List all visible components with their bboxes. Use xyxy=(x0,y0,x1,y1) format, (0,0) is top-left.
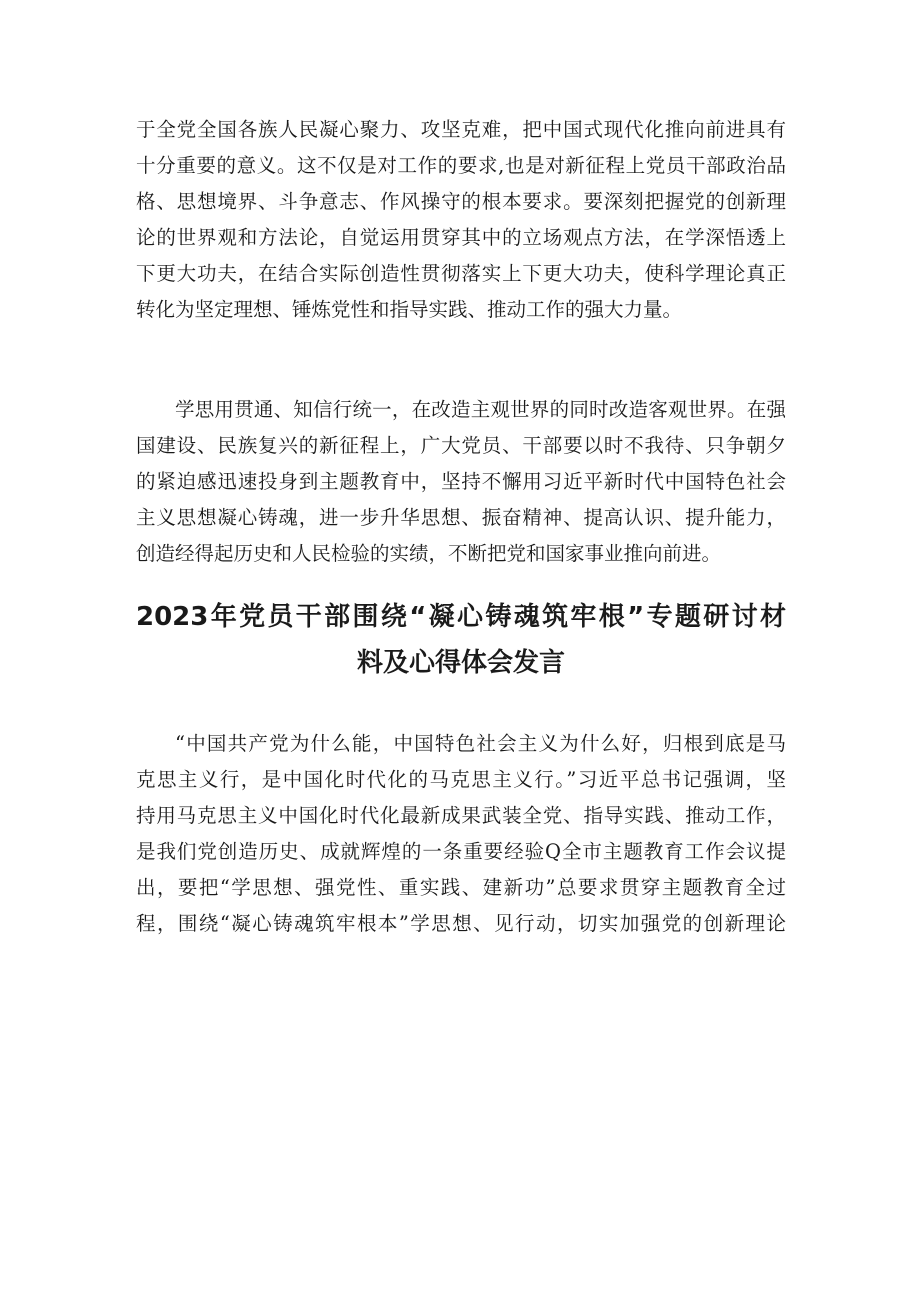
text-line: 转化为坚定理想、锤炼党性和指导实践、推动工作的强大力量。 xyxy=(136,298,683,321)
text-line: 国建设、民族复兴的新征程上，广大党员、干部要以时不我待、只争朝夕 xyxy=(136,434,786,457)
text-line: “中国共产党为什么能，中国特色社会主义为什么好，归根到底是马 xyxy=(175,732,786,755)
text-line: 是我们党创造历史、成就辉煌的一条重要经验Q全市主题教育工作会议提 xyxy=(136,840,786,863)
text-line: 出，要把“学思想、强党性、重实践、建新功”总要求贯穿主题教育全过 xyxy=(136,876,786,899)
text-line: 十分重要的意义。这不仅是对工作的要求,也是对新征程上党员干部政治品 xyxy=(136,154,786,177)
document-page xyxy=(136,112,786,942)
text-line: 下更大功夫，在结合实际创造性贯彻落实上下更大功夫，使科学理论真正 xyxy=(136,262,786,285)
heading-line: 料及心得体会发言 xyxy=(356,648,565,678)
text-line: 创造经得起历史和人民检验的实绩，不断把党和国家事业推向前进。 xyxy=(136,542,722,565)
paragraph-study-practice xyxy=(136,392,786,572)
heading-line: 2023年党员干部围绕“凝心铸魂筑牢根”专题研讨材 xyxy=(136,602,786,632)
paragraph-marxism xyxy=(136,726,786,942)
text-line: 格、思想境界、斗争意志、作风操守的根本要求。要深刻把握党的创新理 xyxy=(136,190,786,213)
text-line: 克思主义行，是中国化时代化的马克思主义行。”习近平总书记强调，坚 xyxy=(136,768,786,791)
text-line: 主义思想凝心铸魂，进一步升华思想、振奋精神、提高认识、提升能力， xyxy=(136,506,786,529)
text-line: 于全党全国各族人民凝心聚力、攻坚克难，把中国式现代化推向前进具有 xyxy=(136,118,786,141)
text-line: 论的世界观和方法论，自觉运用贯穿其中的立场观点方法，在学深悟透上 xyxy=(136,226,786,249)
text-line: 的紧迫感迅速投身到主题教育中，坚持不懈用习近平新时代中国特色社会 xyxy=(136,470,786,493)
paragraph-continuation xyxy=(136,112,786,328)
text-line: 持用马克思主义中国化时代化最新成果武装全党、指导实践、推动工作， xyxy=(136,804,786,827)
text-line: 程，围绕“凝心铸魂筑牢根本”学思想、见行动，切实加强党的创新理论 xyxy=(136,912,786,935)
section-heading xyxy=(136,594,786,686)
text-line: 学思用贯通、知信行统一，在改造主观世界的同时改造客观世界。在强 xyxy=(175,398,786,421)
